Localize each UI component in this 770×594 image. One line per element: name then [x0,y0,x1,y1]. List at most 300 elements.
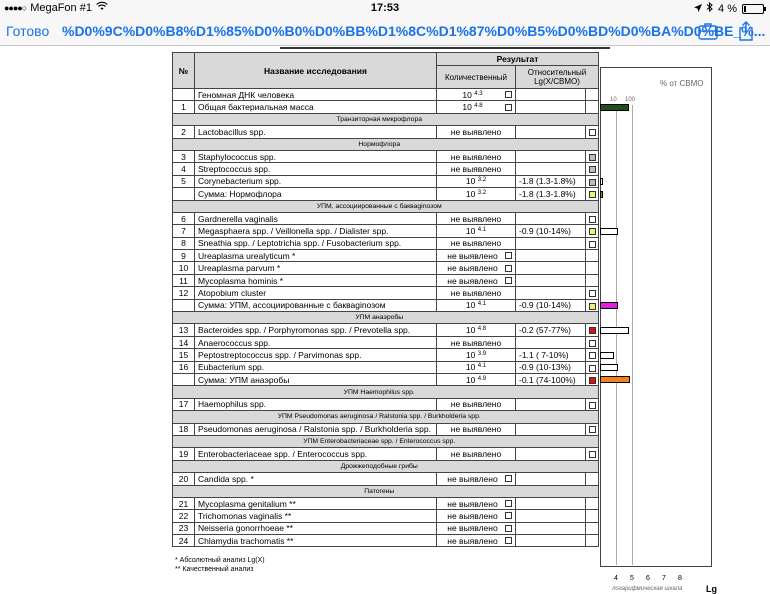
quantitative-wrap [440,338,512,348]
relative-value [516,163,586,175]
cut-off-heading [280,47,610,51]
quantitative-wrap [440,102,512,112]
quantitative-text [440,238,512,248]
chart-x-tick-label: 8 [678,575,682,582]
indicator-cell [586,225,599,237]
result-checkbox [505,252,512,259]
quantitative-exponent: 4.8 [477,326,487,333]
chart-bar [600,302,618,309]
indicator-cell [586,150,599,162]
test-name: Сумма: Нормофлора [195,188,437,200]
section-row [173,460,599,472]
quantitative-value [437,274,516,286]
quantitative-value [437,163,516,175]
quantitative-value [437,237,516,249]
status-indicator-box [589,129,596,136]
indicator-cell [586,522,599,534]
indicator-cell [586,287,599,299]
table-row [173,163,599,175]
table-row [173,336,599,348]
col-qty-header: Количественный [437,66,516,89]
status-indicator-box [589,303,596,310]
relative-value: -1.1 ( 7-10%) [516,349,586,361]
nav-bar [0,18,770,46]
indicator-cell [586,274,599,286]
quantitative-wrap [440,499,512,509]
quantitative-base: не выявлено [447,510,498,521]
table-row [173,361,599,373]
clock: 17:53 [370,2,400,14]
quantitative-text [440,350,512,360]
chart-tick-100: 100 [625,97,636,103]
row-number: 12 [173,287,195,299]
quantitative-base: 10 [465,188,476,199]
relative-value [516,262,586,274]
relative-value: -0.1 (74-100%) [516,373,586,385]
quantitative-value [437,250,516,262]
quantitative-text [440,102,505,112]
quantitative-base: 10 [462,102,472,113]
quantitative-base: не выявлено [447,523,498,534]
table-row [173,473,599,485]
indicator-cell [586,163,599,175]
col-rel-header: Относительный Lg(X/СВМО) [516,66,599,89]
quantitative-value [437,497,516,509]
quantitative-value [437,373,516,385]
indicator-cell [586,398,599,410]
quantitative-value [437,188,516,200]
row-number: 17 [173,398,195,410]
status-indicator-box [589,290,596,297]
quantitative-text [440,152,512,162]
status-indicator-box [589,216,596,223]
row-number: 20 [173,473,195,485]
section-row [173,312,599,324]
quantitative-text [440,536,505,546]
battery-icon [742,4,764,14]
result-checkbox [505,91,512,98]
quantitative-base: не выявлено [447,263,498,274]
relative-value [516,212,586,224]
test-name: Bacteroides spp. / Porphyromonas spp. / Prevotella spp. [195,324,437,336]
row-number: 18 [173,423,195,435]
relative-value: -0.9 (10-14%) [516,225,586,237]
test-name: Pseudomonas aeruginosa / Ralstonia spp. / Burkholderia spp. [195,423,437,435]
quantitative-value [437,361,516,373]
col-no-header: № [173,53,195,89]
chart-x-tick-label: 7 [662,575,666,582]
quantitative-value [437,349,516,361]
quantitative-base: 10 [465,225,476,236]
results-table [172,52,599,547]
status-indicator-box [589,154,596,161]
section-end-cell [586,485,599,497]
section-row [173,200,599,212]
quantitative-value [437,262,516,274]
row-number: 21 [173,497,195,509]
chart-bar [600,327,629,334]
status-bar [0,0,770,18]
test-name: Trichomonas vaginalis ** [195,510,437,522]
test-name: Mycoplasma hominis * [195,274,437,286]
test-name: Сумма: УПМ, ассоциированные с бакваginозом [195,299,437,311]
quantitative-base: не выявлено [447,498,498,509]
indicator-cell [586,423,599,435]
relative-value [516,274,586,286]
section-label: Нормофлора [173,138,586,150]
indicator-cell [586,188,599,200]
quantitative-base: не выявлено [450,424,502,435]
section-end-cell [586,113,599,125]
indicator-cell [586,212,599,224]
indicator-cell [586,535,599,547]
table-row [173,89,599,101]
footnote-1: * Абсолютный анализ Lg(X) [175,557,265,564]
row-number: 14 [173,336,195,348]
section-row [173,138,599,150]
section-row [173,386,599,398]
status-indicator-box [589,365,596,372]
quantitative-value [437,448,516,460]
quantitative-wrap [440,375,512,385]
chart-x-caption: логарифмическая шкала [612,586,683,592]
indicator-cell [586,373,599,385]
bluetooth-icon [707,2,713,15]
test-name: Enterobacteriaceae spp. / Enterococcus spp. [195,448,437,460]
quantitative-base: не выявлено [447,535,498,546]
quantitative-value [437,126,516,138]
quantitative-base: не выявлено [447,275,498,286]
status-indicator-box [589,451,596,458]
document-title: %D0%9C%D0%B8%D1%85%D0%B0%D0%BB%D1%8C%D1%87%D0%B5%D0%BD%D0%BA%D0%BE_%... [62,23,766,39]
indicator-cell [586,349,599,361]
indicator-cell [586,361,599,373]
test-name: Lactobacillus spp. [195,126,437,138]
test-name: Peptostreptococcus spp. / Parvimonas spp. [195,349,437,361]
quantitative-wrap [440,214,512,224]
status-indicator-box [589,426,596,433]
quantitative-exponent: 4.8 [474,103,483,110]
relative-value: -1.8 (1.3-1.8%) [516,175,586,187]
quantitative-wrap [440,263,512,273]
relative-value [516,510,586,522]
section-label: Транзиторная микрофлора [173,113,586,125]
relative-value: -0.9 (10-13%) [516,361,586,373]
quantitative-wrap [440,300,512,310]
quantitative-wrap [440,251,512,261]
quantitative-text [440,362,512,372]
row-number: 13 [173,324,195,336]
chart-bar [600,191,603,198]
chart-bar [600,352,614,359]
quantitative-wrap [440,424,512,434]
quantitative-base: 10 [465,300,476,311]
chart-x-tick-label: 4 [614,575,618,582]
quantitative-wrap [440,449,512,459]
quantitative-text [440,300,512,310]
status-right [694,2,764,15]
table-row [173,262,599,274]
quantitative-base: 10 [465,176,476,187]
relative-value [516,522,586,534]
indicator-cell [586,126,599,138]
table-row [173,175,599,187]
chart-bar [600,104,629,111]
quantitative-exponent: 4.1 [477,363,487,370]
quantitative-wrap [440,90,512,100]
relative-value [516,423,586,435]
quantitative-value [437,175,516,187]
section-label: УПМ Enterobacteriaceae spp. / Enterococcus spp. [173,435,586,447]
row-number: 16 [173,361,195,373]
status-indicator-box [589,352,596,359]
relative-value [516,473,586,485]
section-end-cell [586,411,599,423]
quantitative-wrap [440,226,512,236]
relative-value [516,287,586,299]
location-icon [694,3,702,15]
table-row [173,274,599,286]
relative-value: -0.9 (10-14%) [516,299,586,311]
gridline-100 [632,105,633,565]
indicator-cell [586,299,599,311]
quantitative-base: 10 [465,349,476,360]
quantitative-value [437,212,516,224]
quantitative-value [437,535,516,547]
indicator-cell [586,237,599,249]
section-label: УПМ анаэробы [173,312,586,324]
section-label: УПМ, ассоциированные с бакваginозом [173,200,586,212]
test-name: Chlamydia trachomatis ** [195,535,437,547]
relative-value [516,398,586,410]
briefcase-icon[interactable] [698,22,718,40]
quantitative-text [440,338,512,348]
test-name: Сумма: УПМ анаэробы [195,373,437,385]
quantitative-text [440,226,512,236]
quantitative-base: 10 [465,362,476,373]
indicator-cell [586,324,599,336]
section-row [173,435,599,447]
carrier-label: MegaFon #1 [30,2,92,14]
row-number: 22 [173,510,195,522]
status-indicator-box [589,166,596,173]
indicator-cell [586,101,599,113]
quantitative-text [440,127,512,137]
quantitative-value [437,299,516,311]
relative-value [516,237,586,249]
share-icon[interactable] [738,21,754,41]
table-row [173,535,599,547]
table-row [173,225,599,237]
test-name: Candida spp. * [195,473,437,485]
status-indicator-box [589,179,596,186]
table-row [173,497,599,509]
status-indicator-box [589,241,596,248]
relative-value: -0.2 (57-77%) [516,324,586,336]
section-end-cell [586,386,599,398]
quantitative-base: не выявлено [450,238,502,249]
table-row [173,237,599,249]
quantitative-wrap [440,362,512,372]
indicator-cell [586,473,599,485]
quantitative-value [437,522,516,534]
section-end-cell [586,138,599,150]
row-number: 1 [173,101,195,113]
row-number: 19 [173,448,195,460]
quantitative-base: не выявлено [450,126,502,137]
battery-percent: 4 % [718,2,737,15]
section-label: Дрожжеподобные грибы [173,460,586,472]
test-name: Atopobium cluster [195,287,437,299]
result-checkbox [505,500,512,507]
quantitative-text [440,474,505,484]
quantitative-text [440,288,512,298]
table-row [173,150,599,162]
relative-value [516,101,586,113]
quantitative-wrap [440,288,512,298]
quantitative-exponent: 3.2 [477,189,487,196]
relative-value [516,448,586,460]
quantitative-wrap [440,350,512,360]
row-number: 10 [173,262,195,274]
quantitative-text [440,251,505,261]
test-name: Streptococcus spp. [195,163,437,175]
row-number: 3 [173,150,195,162]
gridline-10 [616,105,617,565]
indicator-cell [586,250,599,262]
section-end-cell [586,435,599,447]
quantitative-base: не выявлено [450,337,502,348]
quantitative-exponent: 3.9 [477,350,487,357]
test-name: Геномная ДНК человека [195,89,437,101]
table-row [173,398,599,410]
done-button[interactable]: Готово [6,23,50,39]
quantitative-wrap [440,474,512,484]
quantitative-base: не выявлено [450,449,502,460]
quantitative-wrap [440,536,512,546]
table-row [173,287,599,299]
quantitative-value [437,225,516,237]
row-number: 4 [173,163,195,175]
row-number [173,373,195,385]
indicator-cell [586,510,599,522]
quantitative-value [437,150,516,162]
table-row [173,250,599,262]
result-checkbox [505,537,512,544]
quantitative-text [440,375,512,385]
quantitative-wrap [440,176,512,186]
test-name: Eubacterium spp. [195,361,437,373]
quantitative-value [437,324,516,336]
quantitative-text [440,499,505,509]
test-name: Общая бактериальная масса [195,101,437,113]
row-number: 24 [173,535,195,547]
chart-title: % от СВМО [660,79,704,88]
relative-value [516,250,586,262]
quantitative-base: не выявлено [450,151,502,162]
quantitative-wrap [440,152,512,162]
quantitative-wrap [440,511,512,521]
quantitative-text [440,424,512,434]
table-row [173,373,599,385]
indicator-cell [586,448,599,460]
chart-bar [600,364,618,371]
section-row [173,113,599,125]
test-name: Anaerococcus spp. [195,336,437,348]
quantitative-value [437,510,516,522]
status-indicator-box [589,191,596,198]
quantitative-text [440,399,512,409]
section-label: Патогены [173,485,586,497]
quantitative-text [440,325,512,335]
quantitative-base: 10 [465,374,476,385]
quantitative-text [440,176,512,186]
quantitative-base: 10 [465,325,476,336]
quantitative-value [437,398,516,410]
document-page[interactable] [0,47,770,594]
result-checkbox [505,277,512,284]
quantitative-base: не выявлено [450,399,502,410]
test-name: Megasphaera spp. / Veillonella spp. / Dialister spp. [195,225,437,237]
indicator-cell [586,336,599,348]
quantitative-text [440,511,505,521]
relative-value [516,126,586,138]
row-number [173,299,195,311]
quantitative-wrap [440,399,512,409]
relative-value [516,497,586,509]
quantitative-text [440,276,505,286]
quantitative-exponent: 4.3 [474,90,483,97]
relative-value [516,535,586,547]
section-end-cell [586,460,599,472]
quantitative-value [437,423,516,435]
indicator-cell [586,262,599,274]
quantitative-text [440,90,505,100]
relative-value [516,150,586,162]
quantitative-value [437,336,516,348]
chart-tick-10: 10 [610,97,617,103]
quantitative-value [437,473,516,485]
quantitative-wrap [440,127,512,137]
table-row [173,126,599,138]
section-label: УПМ Haemophilus spp. [173,386,586,398]
quantitative-text [440,263,505,273]
section-end-cell [586,200,599,212]
table-row [173,448,599,460]
table-row [173,324,599,336]
quantitative-wrap [440,164,512,174]
result-checkbox [505,104,512,111]
quantitative-wrap [440,276,512,286]
table-row [173,423,599,435]
quantitative-value [437,101,516,113]
indicator-cell [586,175,599,187]
table-row [173,299,599,311]
footnote-2: ** Качественный анализ [175,566,254,573]
table-row [173,510,599,522]
test-name: Mycoplasma genitalium ** [195,497,437,509]
result-checkbox [505,475,512,482]
result-checkbox [505,525,512,532]
chart-x-tick-label: 5 [630,575,634,582]
row-number: 8 [173,237,195,249]
quantitative-wrap [440,189,512,199]
section-row [173,411,599,423]
quantitative-exponent: 4.1 [477,301,487,308]
test-name: Staphylococcus spp. [195,150,437,162]
col-name-header: Название исследования [195,53,437,89]
table-header-row [173,53,599,66]
